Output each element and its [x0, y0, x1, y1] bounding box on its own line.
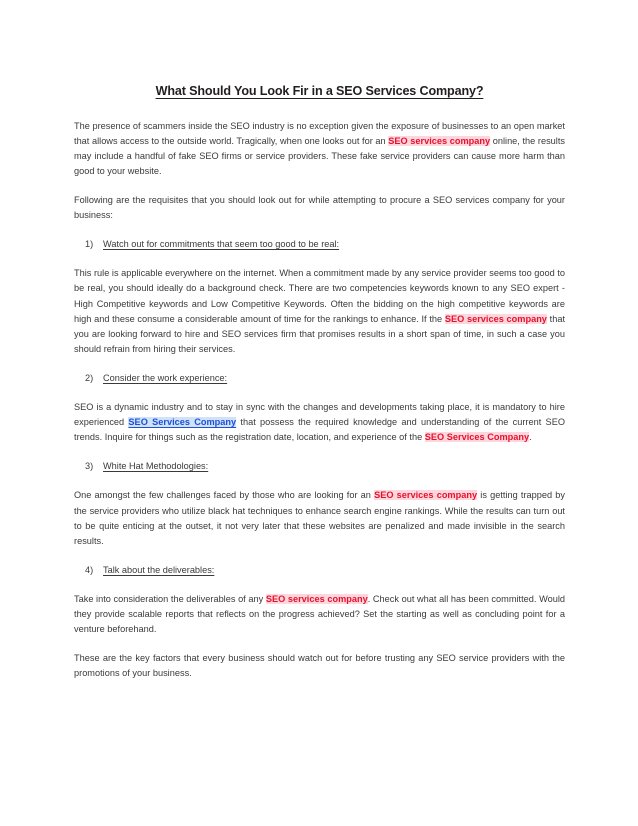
keyword-seo-services-company: SEO services company: [444, 313, 547, 324]
section-4-text-a: Take into consideration the deliverables of any: [74, 593, 266, 604]
section-number-1: 1): [85, 239, 94, 250]
section-heading-2: [74, 371, 565, 386]
keyword-seo-services-company: SEO Services Company: [424, 432, 530, 443]
section-heading-4: [74, 563, 565, 578]
page-title: [74, 84, 565, 100]
section-number-3: 3): [85, 461, 94, 472]
intro-p1-part-a: The presence of scammers inside the SEO industry is no exception given the exposure of businesses to an open market that allows access to the outside world. Tragically, when one looks out for an: [74, 120, 565, 146]
intro-p1-part-b: online, the results may include a handful of fake SEO firms or service providers. These fake service providers can cause more harm than good to your website.: [74, 135, 566, 177]
section-3-text-a: One amongst the few challenges faced by those who are looking for an: [74, 490, 375, 501]
section-3-paragraph: [74, 488, 565, 548]
section-number-4: 4): [85, 564, 94, 575]
section-1-paragraph: [74, 266, 565, 357]
intro-paragraph-1: [74, 119, 565, 179]
section-2-text-c: .: [529, 432, 532, 443]
keyword-link-seo-services-company[interactable]: SEO Services Company: [128, 417, 237, 428]
section-4-paragraph: [74, 592, 565, 637]
section-2-text-b: that possess the required knowledge and understanding of the current SEO trends. Inquire for things such as the registration date, location, and experience of the: [74, 417, 565, 443]
section-1-text-b: that you are looking forward to hire and SEO services firm that promises results in a short span of time, in such a case you should refrain from hiring their services.: [74, 313, 566, 354]
closing-paragraph: These are the key factors that every business should watch out for before trusting any SEO service providers with the promotions of your business.: [74, 653, 565, 679]
section-1-text-a: This rule is applicable everywhere on the internet. When a commitment made by any service provider seems too good to be real, you should ideally do a background check. There are two competencies keywords known to any SEO expert - High Competitive keywords and Low Competitive Keywords. Often the bidding on the high competitive keywords are high and these consume a considerable amount of time for the rankings to enhance. If the: [74, 268, 565, 324]
section-3-text-b: is getting trapped by the service providers who utilize black hat techniques to enhance search engine rankings. While the results can turn out to be quite enticing at the outset, it not very later that these websites are penalized and made invisible in the search results.: [74, 490, 566, 546]
keyword-seo-services-company: SEO services company: [388, 135, 491, 146]
section-number-2: 2): [85, 372, 94, 383]
section-title-2: Consider the work experience:: [103, 372, 228, 383]
section-4-text-b: . Check out what all has been committed. Would they provide scalable reports that reflects on the progress achieved? Set the starting as well as concluding point for a venture beforehand.: [74, 593, 565, 635]
document-body: [74, 84, 565, 695]
intro-paragraph-2: Following are the requisites that you should look out for while attempting to procure a SEO services company for your business:: [74, 195, 565, 221]
keyword-seo-services-company: SEO services company: [265, 593, 368, 604]
keyword-seo-services-company: SEO services company: [374, 490, 478, 501]
section-title-1: Watch out for commitments that seem too good to be real:: [103, 239, 340, 250]
section-heading-1: [74, 237, 565, 252]
section-heading-3: [74, 459, 565, 474]
section-title-3: White Hat Methodologies:: [103, 461, 209, 472]
page-title-text: What Should You Look Fir in a SEO Services Company?: [155, 84, 484, 98]
section-2-text-a: SEO is a dynamic industry and to stay in sync with the changes and developments taking place, it is mandatory to hire experienced: [74, 402, 565, 428]
section-title-4: Talk about the deliverables:: [103, 564, 215, 575]
section-2-paragraph: [74, 400, 565, 445]
